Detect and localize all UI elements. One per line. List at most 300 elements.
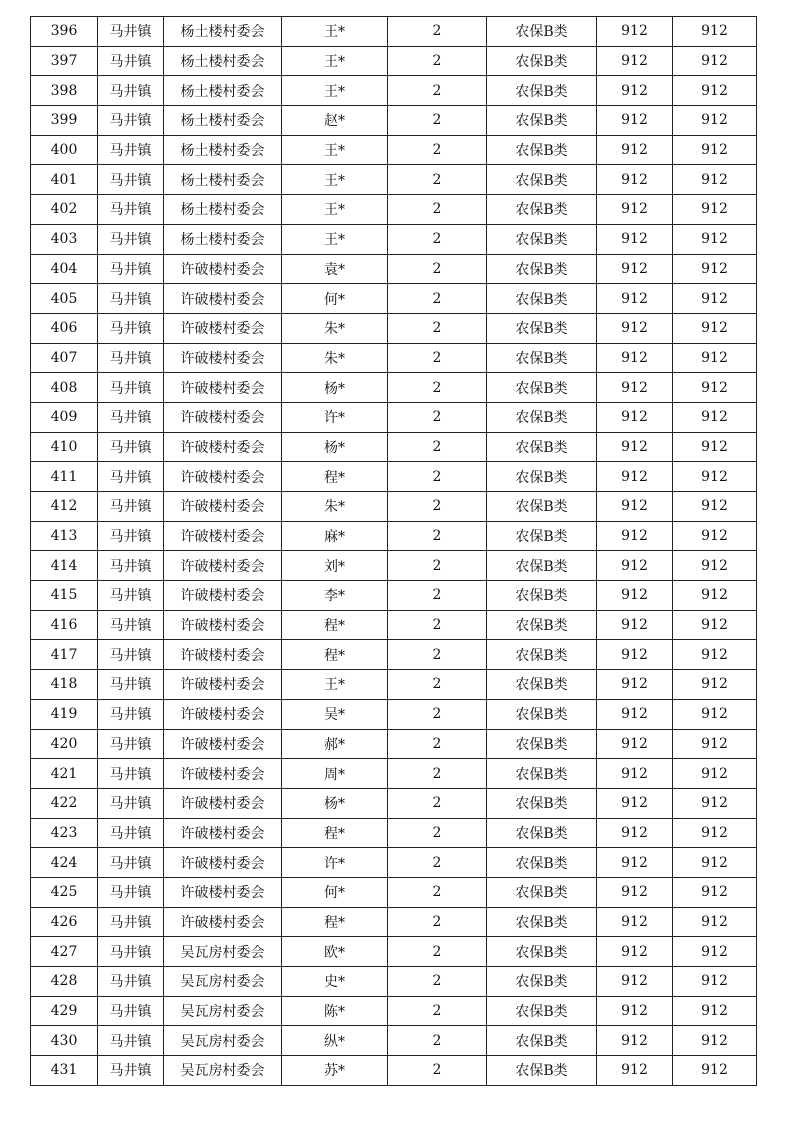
town-cell: 马井镇 [98,640,164,670]
row-number: 403 [31,224,98,254]
amount-cell: 912 [597,106,673,136]
count-cell: 2 [388,135,487,165]
table-row [31,521,757,551]
village-committee-cell: 吴瓦房村委会 [164,937,282,967]
name-cell: 朱* [282,343,388,373]
name-cell: 程* [282,907,388,937]
category-cell: 农保B类 [487,1056,597,1086]
table-row [31,17,757,47]
village-committee-cell: 杨土楼村委会 [164,46,282,76]
row-number: 397 [31,46,98,76]
count-cell: 2 [388,907,487,937]
amount-cell: 912 [597,996,673,1026]
name-cell: 王* [282,76,388,106]
category-cell: 农保B类 [487,937,597,967]
amount-cell: 912 [597,432,673,462]
name-cell: 郝* [282,729,388,759]
village-committee-cell: 杨土楼村委会 [164,224,282,254]
row-number: 396 [31,17,98,47]
table-row [31,937,757,967]
row-number: 414 [31,551,98,581]
category-cell: 农保B类 [487,106,597,136]
count-cell: 2 [388,106,487,136]
village-committee-cell: 许破楼村委会 [164,848,282,878]
total-cell: 912 [673,135,757,165]
table-row [31,195,757,225]
category-cell: 农保B类 [487,135,597,165]
table-row [31,343,757,373]
village-committee-cell: 许破楼村委会 [164,729,282,759]
name-cell: 欧* [282,937,388,967]
town-cell: 马井镇 [98,224,164,254]
table-row [31,877,757,907]
village-committee-cell: 吴瓦房村委会 [164,996,282,1026]
town-cell: 马井镇 [98,967,164,997]
table-row [31,818,757,848]
table-row [31,640,757,670]
row-number: 419 [31,699,98,729]
village-committee-cell: 许破楼村委会 [164,699,282,729]
name-cell: 苏* [282,1056,388,1086]
count-cell: 2 [388,967,487,997]
count-cell: 2 [388,313,487,343]
total-cell: 912 [673,640,757,670]
table-row [31,165,757,195]
amount-cell: 912 [597,492,673,522]
table-row [31,729,757,759]
table-row [31,610,757,640]
village-committee-cell: 许破楼村委会 [164,610,282,640]
category-cell: 农保B类 [487,521,597,551]
amount-cell: 912 [597,670,673,700]
total-cell: 912 [673,462,757,492]
table-row [31,492,757,522]
count-cell: 2 [388,610,487,640]
amount-cell: 912 [597,967,673,997]
category-cell: 农保B类 [487,610,597,640]
village-committee-cell: 许破楼村委会 [164,373,282,403]
name-cell: 刘* [282,551,388,581]
table-row [31,402,757,432]
town-cell: 马井镇 [98,937,164,967]
count-cell: 2 [388,759,487,789]
village-committee-cell: 许破楼村委会 [164,492,282,522]
table-row [31,373,757,403]
amount-cell: 912 [597,907,673,937]
table-row [31,254,757,284]
name-cell: 纵* [282,1026,388,1056]
amount-cell: 912 [597,937,673,967]
category-cell: 农保B类 [487,195,597,225]
row-number: 406 [31,313,98,343]
table-body [31,17,757,1086]
count-cell: 2 [388,1056,487,1086]
count-cell: 2 [388,788,487,818]
village-committee-cell: 杨土楼村委会 [164,17,282,47]
name-cell: 周* [282,759,388,789]
town-cell: 马井镇 [98,759,164,789]
category-cell: 农保B类 [487,759,597,789]
name-cell: 程* [282,818,388,848]
total-cell: 912 [673,195,757,225]
total-cell: 912 [673,402,757,432]
category-cell: 农保B类 [487,402,597,432]
category-cell: 农保B类 [487,224,597,254]
amount-cell: 912 [597,640,673,670]
count-cell: 2 [388,373,487,403]
count-cell: 2 [388,818,487,848]
amount-cell: 912 [597,373,673,403]
name-cell: 程* [282,610,388,640]
town-cell: 马井镇 [98,907,164,937]
amount-cell: 912 [597,313,673,343]
village-committee-cell: 吴瓦房村委会 [164,1056,282,1086]
count-cell: 2 [388,462,487,492]
amount-cell: 912 [597,848,673,878]
count-cell: 2 [388,996,487,1026]
village-committee-cell: 杨土楼村委会 [164,165,282,195]
village-committee-cell: 杨土楼村委会 [164,135,282,165]
name-cell: 王* [282,17,388,47]
category-cell: 农保B类 [487,284,597,314]
table-row [31,551,757,581]
town-cell: 马井镇 [98,699,164,729]
total-cell: 912 [673,254,757,284]
category-cell: 农保B类 [487,76,597,106]
amount-cell: 912 [597,17,673,47]
category-cell: 农保B类 [487,462,597,492]
total-cell: 912 [673,581,757,611]
amount-cell: 912 [597,135,673,165]
town-cell: 马井镇 [98,877,164,907]
total-cell: 912 [673,492,757,522]
category-cell: 农保B类 [487,343,597,373]
row-number: 399 [31,106,98,136]
row-number: 412 [31,492,98,522]
village-committee-cell: 许破楼村委会 [164,402,282,432]
town-cell: 马井镇 [98,46,164,76]
row-number: 411 [31,462,98,492]
town-cell: 马井镇 [98,76,164,106]
total-cell: 912 [673,699,757,729]
count-cell: 2 [388,46,487,76]
town-cell: 马井镇 [98,313,164,343]
category-cell: 农保B类 [487,729,597,759]
amount-cell: 912 [597,165,673,195]
town-cell: 马井镇 [98,343,164,373]
name-cell: 史* [282,967,388,997]
category-cell: 农保B类 [487,967,597,997]
category-cell: 农保B类 [487,313,597,343]
total-cell: 912 [673,967,757,997]
row-number: 401 [31,165,98,195]
category-cell: 农保B类 [487,907,597,937]
row-number: 398 [31,76,98,106]
amount-cell: 912 [597,76,673,106]
village-committee-cell: 许破楼村委会 [164,313,282,343]
total-cell: 912 [673,343,757,373]
amount-cell: 912 [597,581,673,611]
town-cell: 马井镇 [98,996,164,1026]
amount-cell: 912 [597,402,673,432]
count-cell: 2 [388,640,487,670]
village-committee-cell: 许破楼村委会 [164,581,282,611]
town-cell: 马井镇 [98,610,164,640]
count-cell: 2 [388,195,487,225]
village-committee-cell: 杨土楼村委会 [164,195,282,225]
table-row [31,670,757,700]
town-cell: 马井镇 [98,195,164,225]
name-cell: 杨* [282,788,388,818]
count-cell: 2 [388,581,487,611]
total-cell: 912 [673,224,757,254]
count-cell: 2 [388,402,487,432]
name-cell: 杨* [282,432,388,462]
row-number: 405 [31,284,98,314]
name-cell: 吴* [282,699,388,729]
category-cell: 农保B类 [487,818,597,848]
total-cell: 912 [673,165,757,195]
town-cell: 马井镇 [98,284,164,314]
town-cell: 马井镇 [98,106,164,136]
row-number: 404 [31,254,98,284]
count-cell: 2 [388,551,487,581]
total-cell: 912 [673,551,757,581]
row-number: 430 [31,1026,98,1056]
amount-cell: 912 [597,521,673,551]
count-cell: 2 [388,284,487,314]
total-cell: 912 [673,106,757,136]
village-committee-cell: 许破楼村委会 [164,462,282,492]
row-number: 429 [31,996,98,1026]
amount-cell: 912 [597,1026,673,1056]
town-cell: 马井镇 [98,492,164,522]
total-cell: 912 [673,76,757,106]
name-cell: 杨* [282,373,388,403]
count-cell: 2 [388,699,487,729]
row-number: 418 [31,670,98,700]
count-cell: 2 [388,848,487,878]
name-cell: 李* [282,581,388,611]
count-cell: 2 [388,1026,487,1056]
amount-cell: 912 [597,1056,673,1086]
category-cell: 农保B类 [487,432,597,462]
count-cell: 2 [388,76,487,106]
name-cell: 朱* [282,492,388,522]
town-cell: 马井镇 [98,135,164,165]
row-number: 424 [31,848,98,878]
town-cell: 马井镇 [98,581,164,611]
total-cell: 912 [673,373,757,403]
village-committee-cell: 许破楼村委会 [164,877,282,907]
town-cell: 马井镇 [98,729,164,759]
village-committee-cell: 许破楼村委会 [164,818,282,848]
row-number: 413 [31,521,98,551]
name-cell: 王* [282,135,388,165]
name-cell: 王* [282,195,388,225]
village-committee-cell: 杨土楼村委会 [164,106,282,136]
town-cell: 马井镇 [98,670,164,700]
category-cell: 农保B类 [487,699,597,729]
total-cell: 912 [673,818,757,848]
amount-cell: 912 [597,254,673,284]
village-committee-cell: 许破楼村委会 [164,284,282,314]
village-committee-cell: 许破楼村委会 [164,788,282,818]
category-cell: 农保B类 [487,640,597,670]
category-cell: 农保B类 [487,788,597,818]
total-cell: 912 [673,1056,757,1086]
name-cell: 王* [282,670,388,700]
total-cell: 912 [673,284,757,314]
count-cell: 2 [388,877,487,907]
total-cell: 912 [673,996,757,1026]
amount-cell: 912 [597,224,673,254]
table-row [31,581,757,611]
table-row [31,1056,757,1086]
total-cell: 912 [673,313,757,343]
town-cell: 马井镇 [98,848,164,878]
table-row [31,848,757,878]
village-committee-cell: 吴瓦房村委会 [164,967,282,997]
total-cell: 912 [673,907,757,937]
town-cell: 马井镇 [98,17,164,47]
total-cell: 912 [673,46,757,76]
category-cell: 农保B类 [487,581,597,611]
row-number: 400 [31,135,98,165]
table-row [31,284,757,314]
amount-cell: 912 [597,818,673,848]
village-committee-cell: 吴瓦房村委会 [164,1026,282,1056]
table-row [31,907,757,937]
name-cell: 王* [282,46,388,76]
name-cell: 赵* [282,106,388,136]
row-number: 431 [31,1056,98,1086]
total-cell: 912 [673,1026,757,1056]
table-row [31,788,757,818]
village-committee-cell: 许破楼村委会 [164,551,282,581]
name-cell: 王* [282,165,388,195]
village-committee-cell: 许破楼村委会 [164,670,282,700]
total-cell: 912 [673,432,757,462]
table-row [31,46,757,76]
name-cell: 许* [282,848,388,878]
table-row [31,996,757,1026]
name-cell: 何* [282,877,388,907]
town-cell: 马井镇 [98,1056,164,1086]
category-cell: 农保B类 [487,165,597,195]
table-row [31,224,757,254]
name-cell: 陈* [282,996,388,1026]
total-cell: 912 [673,937,757,967]
town-cell: 马井镇 [98,788,164,818]
category-cell: 农保B类 [487,17,597,47]
table-row [31,462,757,492]
amount-cell: 912 [597,788,673,818]
count-cell: 2 [388,165,487,195]
village-committee-cell: 许破楼村委会 [164,432,282,462]
row-number: 426 [31,907,98,937]
table-row [31,1026,757,1056]
town-cell: 马井镇 [98,402,164,432]
count-cell: 2 [388,17,487,47]
row-number: 428 [31,967,98,997]
table-row [31,699,757,729]
name-cell: 程* [282,640,388,670]
amount-cell: 912 [597,610,673,640]
table-row [31,106,757,136]
row-number: 417 [31,640,98,670]
amount-cell: 912 [597,195,673,225]
name-cell: 许* [282,402,388,432]
row-number: 410 [31,432,98,462]
name-cell: 袁* [282,254,388,284]
village-committee-cell: 许破楼村委会 [164,759,282,789]
total-cell: 912 [673,670,757,700]
village-committee-cell: 许破楼村委会 [164,907,282,937]
row-number: 408 [31,373,98,403]
count-cell: 2 [388,937,487,967]
table-row [31,759,757,789]
category-cell: 农保B类 [487,848,597,878]
row-number: 425 [31,877,98,907]
town-cell: 马井镇 [98,462,164,492]
row-number: 402 [31,195,98,225]
amount-cell: 912 [597,759,673,789]
category-cell: 农保B类 [487,254,597,284]
row-number: 422 [31,788,98,818]
name-cell: 麻* [282,521,388,551]
count-cell: 2 [388,343,487,373]
category-cell: 农保B类 [487,46,597,76]
category-cell: 农保B类 [487,373,597,403]
count-cell: 2 [388,224,487,254]
data-table [30,16,757,1086]
name-cell: 何* [282,284,388,314]
count-cell: 2 [388,521,487,551]
amount-cell: 912 [597,877,673,907]
category-cell: 农保B类 [487,1026,597,1056]
category-cell: 农保B类 [487,551,597,581]
town-cell: 马井镇 [98,165,164,195]
row-number: 420 [31,729,98,759]
amount-cell: 912 [597,699,673,729]
amount-cell: 912 [597,551,673,581]
total-cell: 912 [673,788,757,818]
count-cell: 2 [388,729,487,759]
village-committee-cell: 许破楼村委会 [164,343,282,373]
amount-cell: 912 [597,46,673,76]
total-cell: 912 [673,877,757,907]
row-number: 409 [31,402,98,432]
category-cell: 农保B类 [487,492,597,522]
category-cell: 农保B类 [487,670,597,700]
town-cell: 马井镇 [98,521,164,551]
count-cell: 2 [388,432,487,462]
count-cell: 2 [388,254,487,284]
village-committee-cell: 许破楼村委会 [164,521,282,551]
town-cell: 马井镇 [98,254,164,284]
table-row [31,967,757,997]
amount-cell: 912 [597,462,673,492]
count-cell: 2 [388,492,487,522]
count-cell: 2 [388,670,487,700]
village-committee-cell: 许破楼村委会 [164,254,282,284]
town-cell: 马井镇 [98,373,164,403]
amount-cell: 912 [597,284,673,314]
total-cell: 912 [673,610,757,640]
total-cell: 912 [673,759,757,789]
row-number: 415 [31,581,98,611]
